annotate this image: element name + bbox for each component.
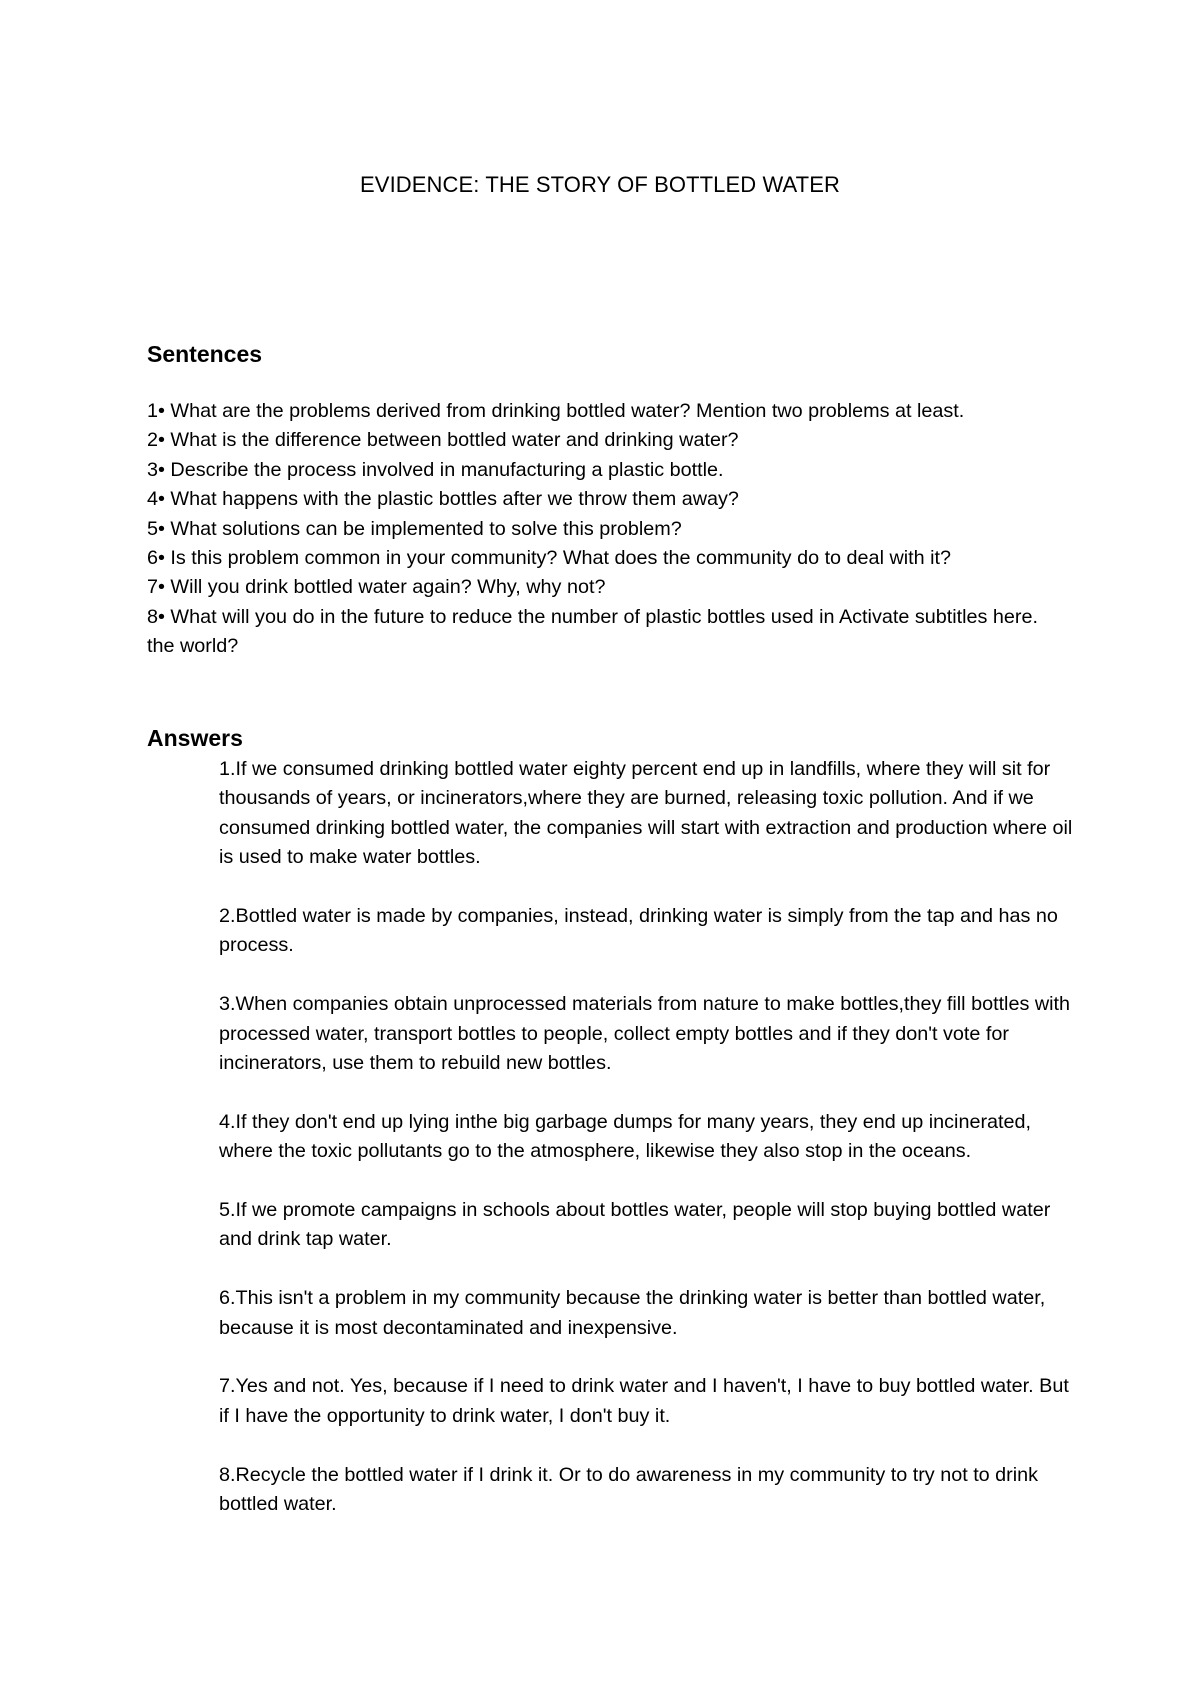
sentences-heading: Sentences [147,341,263,367]
sentence-item-1: 1• What are the problems derived from drinking bottled water? Mention two problems at least. [147,400,965,422]
answers-list [219,755,1079,1519]
sentences-list [147,397,1067,662]
answer-item-8: 8.Recycle the bottled water if I drink it. Or to do awareness in my community to try not to drink bottled water. [219,1463,1039,1516]
sentence-item-8: 8• What will you do in the future to reduce the number of plastic bottles used in Activate subtitles here. the world? [147,605,1038,658]
answer-item-4: 4.If they don't end up lying inthe big garbage dumps for many years, they end up incinerated, where the toxic pollutants go to the atmosphere, likewise they also stop in the oceans. [219,1110,1032,1163]
document-title: EVIDENCE: THE STORY OF BOTTLED WATER [360,172,840,197]
answer-item-7: 7.Yes and not. Yes, because if I need to drink water and I haven't, I have to buy bottled water. But if I have the opportunity to drink water, I don't buy it. [219,1375,1069,1427]
sentence-item-2: 2• What is the difference between bottled water and drinking water? [147,429,739,452]
answer-item-1: 1.If we consumed drinking bottled water eighty percent end up in landfills, where they will sit for thousands of years, or incinerators,where they are burned, releasing toxic pollution. And if we consumed drinking bottled water, the companies will start with extraction and production where oil is used to make water bottles. [219,758,1073,869]
sentence-item-3: 3• Describe the process involved in manufacturing a plastic bottle. [147,458,724,481]
sentence-item-6: 6• Is this problem common in your community? What does the community do to deal with it? [147,547,952,570]
answer-item-6: 6.This isn't a problem in my community because the drinking water is better than bottled water, because it is most decontaminated and inexpensive. [219,1287,1046,1339]
answer-item-2: 2.Bottled water is made by companies, instead, drinking water is simply from the tap and has no process. [219,905,1058,957]
answers-heading: Answers [147,725,243,751]
sentence-item-7: 7• Will you drink bottled water again? Why, why not? [147,576,606,599]
answer-item-3: 3.When companies obtain unprocessed materials from nature to make bottles,they fill bottles with processed water, transport bottles to people, collect empty bottles and if they don't vote for incinerators, use them to rebuild new bottles. [219,993,1071,1075]
sentence-item-4: 4• What happens with the plastic bottles after we throw them away? [147,488,739,511]
answer-item-5: 5.If we promote campaigns in schools about bottles water, people will stop buying bottled water and drink tap water. [219,1199,1051,1251]
sentence-item-5: 5• What solutions can be implemented to solve this problem? [147,517,682,540]
